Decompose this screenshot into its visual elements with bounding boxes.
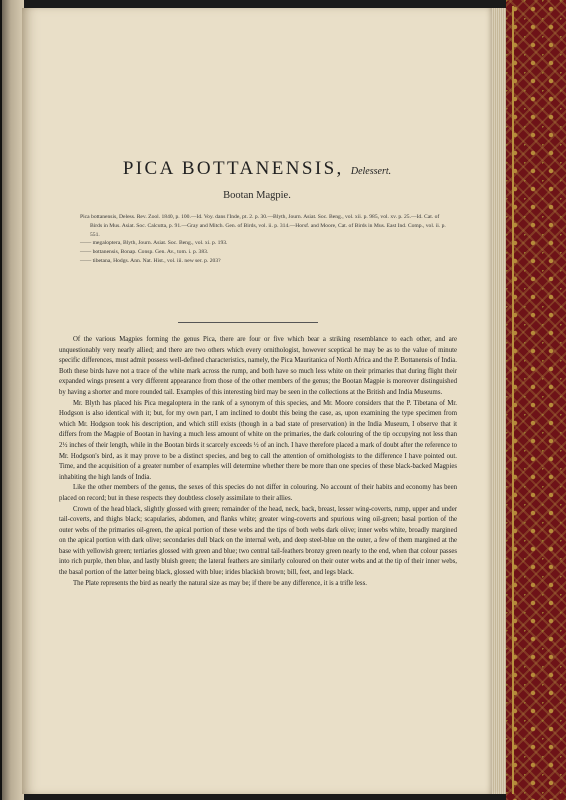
page-edges — [492, 8, 506, 794]
section-divider — [178, 322, 318, 323]
book-cover-tooled-leather — [506, 0, 566, 800]
synonym-entry: Pica bottanensis, Deless. Rev. Zool. 1840, p. 100.—Id. Voy. dans l'Inde, pt. 2. p. 30.—Blyth, Journ. Asiat. Soc. Beng., vol. xii. p. 985, vol. xv. p. 25.—Id. Cat. of Birds in Mus. Asiat. Soc. Calcutta, p. 91.—Gray and Mitch. Gen. of Birds, vol. ii. p. 314.—Horsf. and Moore, Cat. of Birds in Mus. East Ind. Comp., vol. ii. p. 551. — [80, 214, 446, 238]
page-title — [22, 158, 492, 180]
synonym-entry: —— tibetana, Hodgs. Ann. Nat. Hist., vol. iii. new ser. p. 203? — [80, 257, 221, 264]
synonym-entry: —— bottanensis, Bonap. Consp. Gen. Av., tom. i. p. 383. — [80, 249, 209, 256]
body-text — [59, 335, 457, 589]
species-name: PICA BOTTANENSIS, — [122, 158, 344, 179]
facing-page-edge — [2, 0, 24, 800]
paragraph: Like the other members of the genus, the sexes of this species do not differ in colouring. No account of their habits and economy has been placed on record; but in these respects they doubtless closely assimilate to their allies. — [59, 484, 457, 502]
synonym-entry: —— megaloptera, Blyth, Journ. Asiat. Soc. Beng., vol. xi. p. 193. — [80, 240, 228, 247]
paragraph: Of the various Magpies forming the genus Pica, there are four or five which bear a striking resemblance to each other, and are unquestionably very nearly allied; and there are two others which every ornithologist, however sceptical he may be as to the value of minute specific differences, must admit possess well-defined characteristics, namely, the Pica Mauritanica of North Africa and the P. Bottanensis of India. Both these birds have not a trace of the white mark across the rump, and both have so much less white on their primaries that during flight their expanded wings present a very different appearance from those of the other members of the genus; the Bootan Magpie is moreover distinguished by having a shorter and more rounded tail. Examples of this interesting bird may be seen in the collections at the British and India Museums. — [59, 336, 457, 396]
common-name: Bootan Magpie. — [223, 190, 291, 201]
paragraph: The Plate represents the bird as nearly the natural size as may be; if there be any difference, it is a trifle less. — [73, 579, 367, 587]
paragraph: Crown of the head black, slightly glossed with green; remainder of the head, neck, back, breast, lesser wing-coverts, rump, upper and under tail-coverts, and thighs black; scapularies, abdomen, and flanks white; greater wing-coverts and spurious wing oil-green; basal portion of the outer webs of the primaries oil-green, the apical portion of these webs and the tips of both webs dark olive; inner webs white, broadly margined on the apical portion with dark olive; secondaries dull black on the internal web, and deep steel-blue on the outer, a few of them margined at the base with yellowish green; tertiaries glossed with green and blue; two central tail-feathers bronzy green nearly to the end, when that colour passes into rich purple, then blue, and lastly bluish green; the lateral feathers are similarly coloured on their outer webs and at the tip of their inner webs, the basal portion of the latter being black, glossed with blue; irides blackish brown; bill, feet, and legs black. — [59, 505, 457, 577]
book-page — [22, 8, 492, 794]
species-author: Delessert. — [350, 166, 392, 177]
paragraph: Mr. Blyth has placed his Pica megaloptera in the rank of a synonym of this species, and Mr. Moore considers that the P. Tibetana of Mr. Hodgson is also identical with it; but, for my own part, I am inclined to doubt this being the case, as, upon examining the type specimen from which Mr. Hodgson took his description, and which still exists (though in a bad state of preservation) in the India Museum, I observe that it differs from the Magpie of Bootan in having a much less amount of white on the primaries, the dark colouring of the tip occupying not less than 2½ inches of their length, while in the Bootan birds it scarcely exceeds ½ of an inch. I have therefore placed a mark of doubt after the reference to Mr. Hodgson's bird, as it may prove to be a distinct species, and beg to call the attention of ornithologists to the difference I have pointed out. Time, and the acquisition of a greater number of examples will determine whether there be more than one species of these black-backed Magpies inhabiting the high lands of India. — [59, 399, 457, 481]
synonymy-list — [80, 213, 450, 266]
gilt-border-line — [512, 6, 514, 794]
